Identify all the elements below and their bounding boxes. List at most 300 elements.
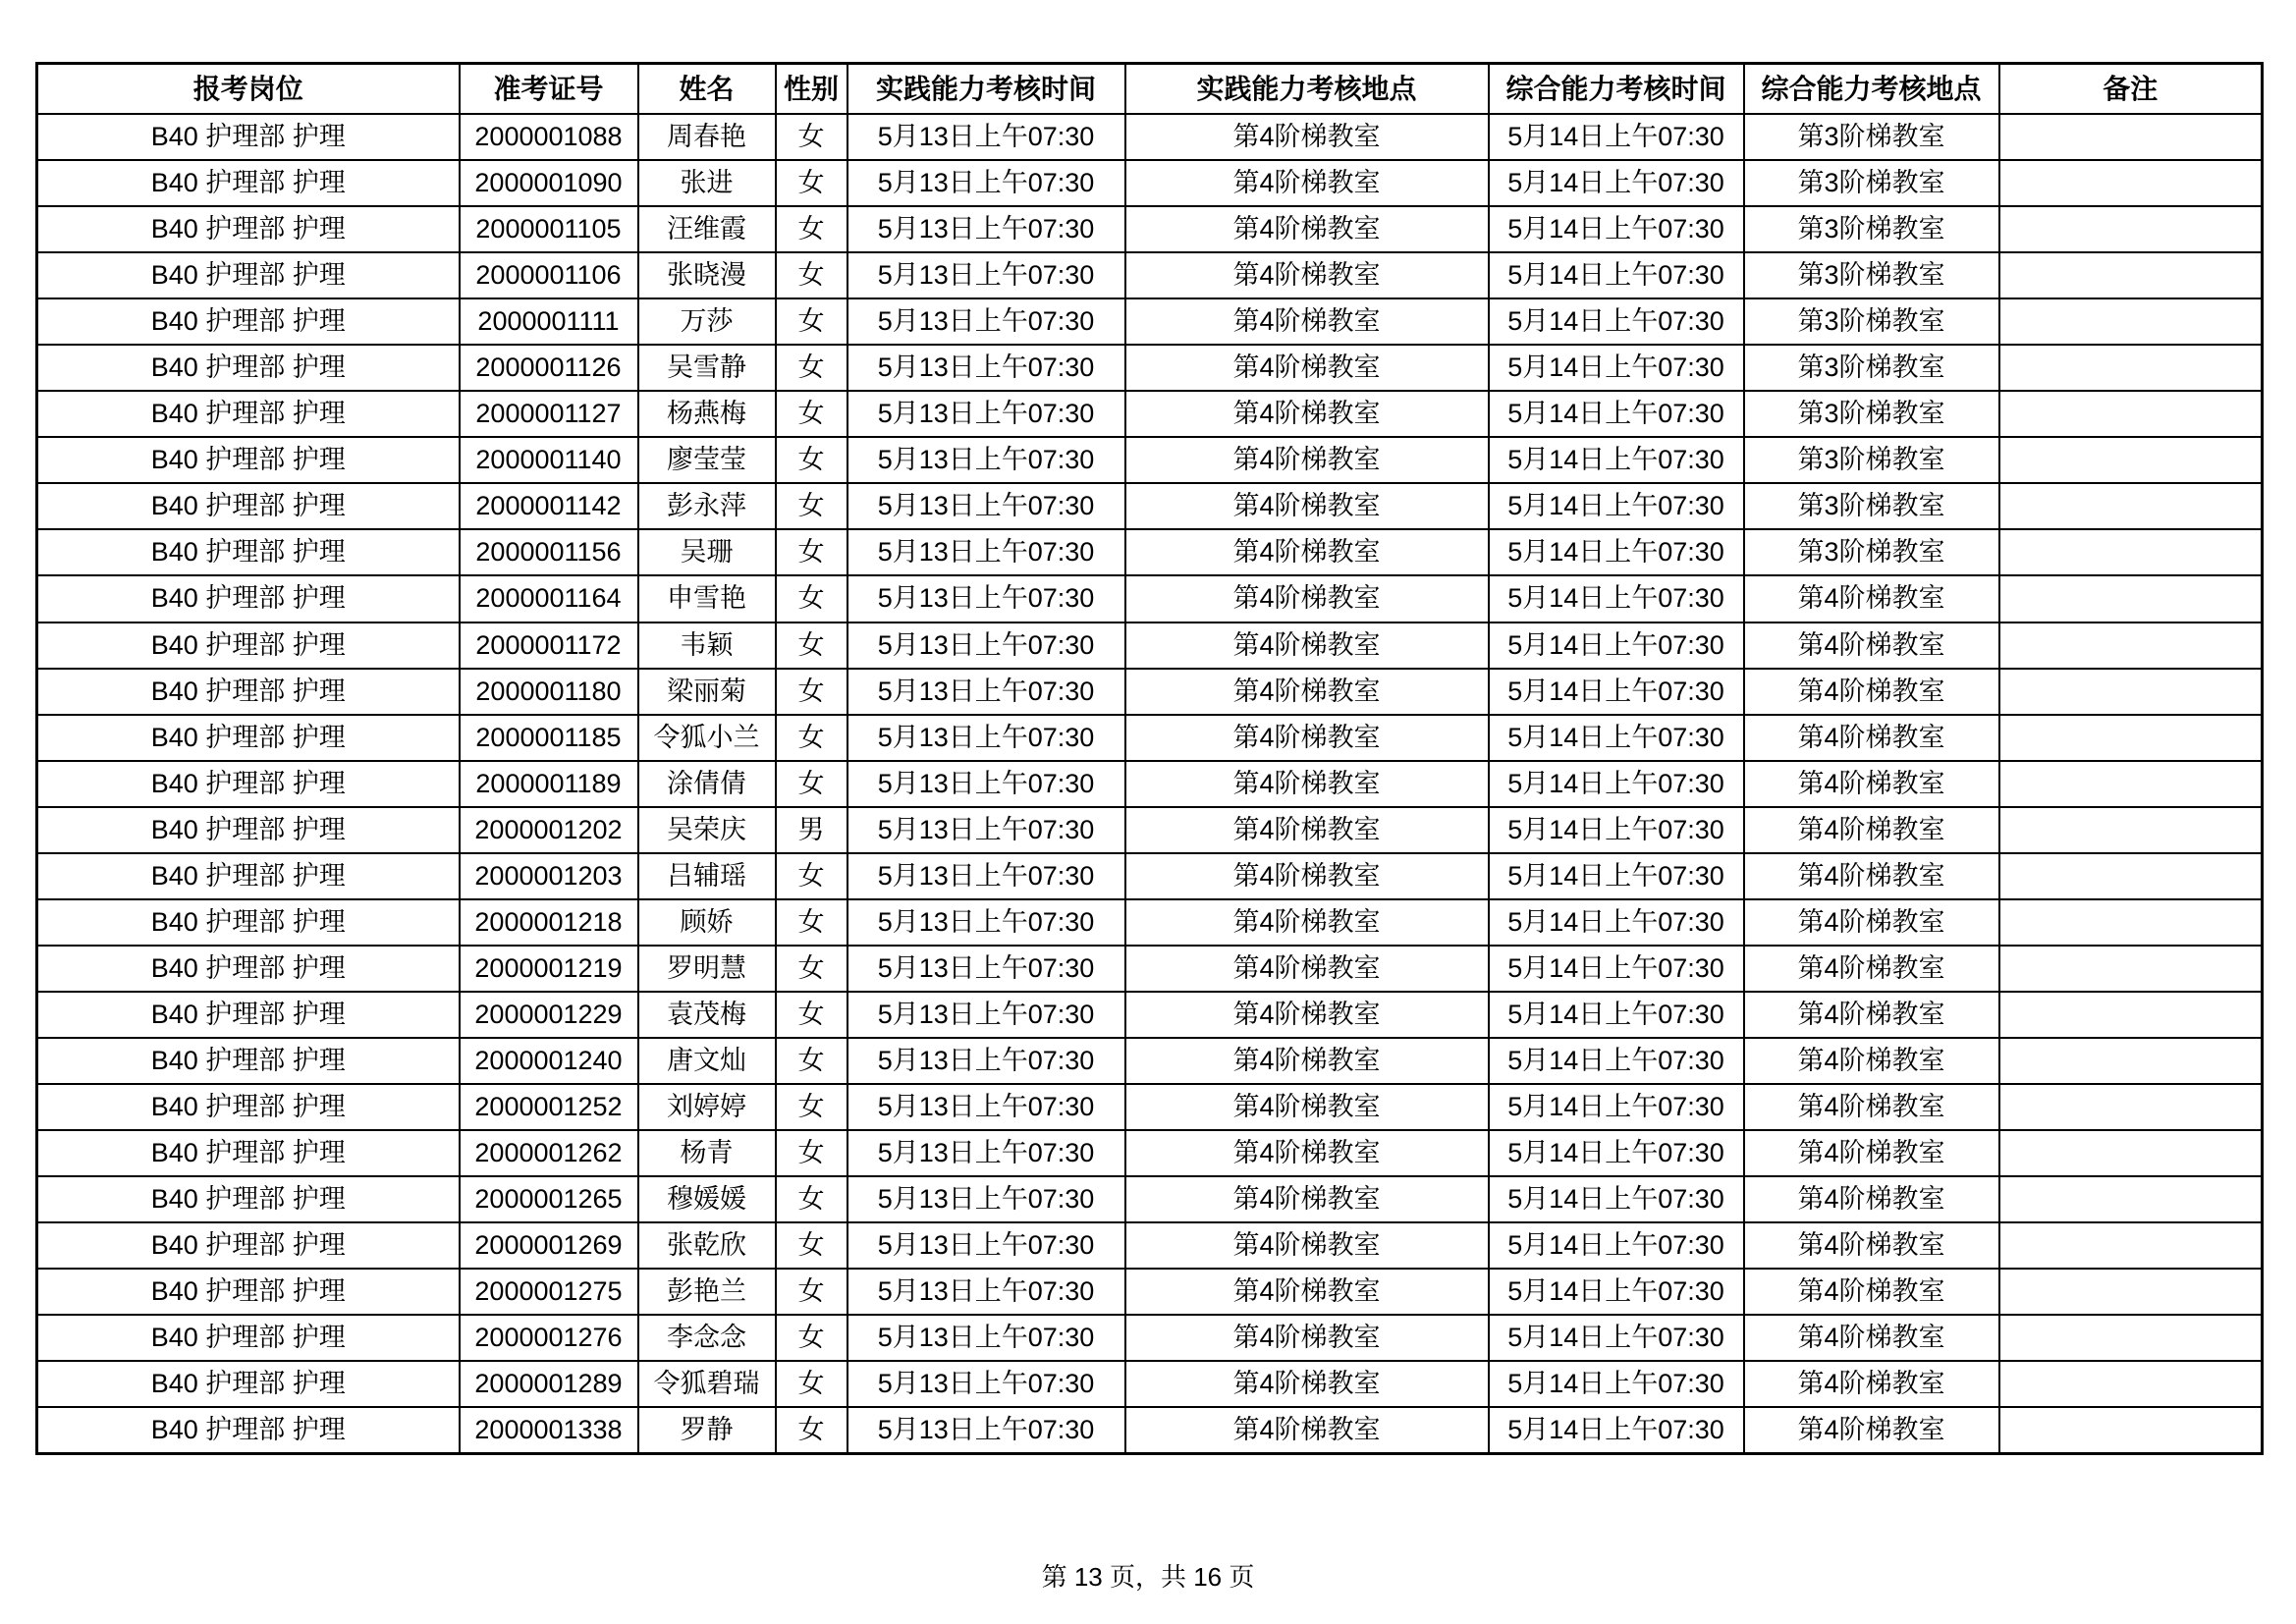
- cell-practice-location: 第4阶梯教室: [1125, 206, 1489, 252]
- cell-remarks: [1999, 1407, 2263, 1454]
- cell-practice-location: 第4阶梯教室: [1125, 715, 1489, 761]
- cell-comprehensive-time: 5月14日上午07:30: [1489, 715, 1744, 761]
- cell-practice-time: 5月13日上午07:30: [847, 899, 1125, 946]
- cell-comprehensive-time: 5月14日上午07:30: [1489, 1176, 1744, 1222]
- cell-comprehensive-location: 第4阶梯教室: [1744, 807, 1999, 853]
- cell-name: 李念念: [638, 1315, 776, 1361]
- cell-practice-time: 5月13日上午07:30: [847, 715, 1125, 761]
- cell-name: 杨青: [638, 1130, 776, 1176]
- header-practice-location: 实践能力考核地点: [1125, 64, 1489, 115]
- cell-name: 罗静: [638, 1407, 776, 1454]
- cell-name: 吴珊: [638, 529, 776, 575]
- table-row: [37, 761, 2263, 807]
- cell-practice-location: 第4阶梯教室: [1125, 1084, 1489, 1130]
- cell-position: B40 护理部 护理: [37, 1130, 460, 1176]
- table-row: [37, 529, 2263, 575]
- cell-name: 罗明慧: [638, 946, 776, 992]
- table-row: [37, 623, 2263, 669]
- cell-comprehensive-location: 第4阶梯教室: [1744, 761, 1999, 807]
- cell-position: B40 护理部 护理: [37, 1176, 460, 1222]
- cell-remarks: [1999, 483, 2263, 529]
- cell-remarks: [1999, 1361, 2263, 1407]
- cell-practice-location: 第4阶梯教室: [1125, 391, 1489, 437]
- cell-remarks: [1999, 160, 2263, 206]
- cell-comprehensive-location: 第3阶梯教室: [1744, 298, 1999, 345]
- cell-admission-number: 2000001090: [460, 160, 638, 206]
- table-row: [37, 160, 2263, 206]
- cell-name: 唐文灿: [638, 1038, 776, 1084]
- cell-position: B40 护理部 护理: [37, 899, 460, 946]
- cell-position: B40 护理部 护理: [37, 623, 460, 669]
- cell-position: B40 护理部 护理: [37, 1084, 460, 1130]
- cell-remarks: [1999, 1084, 2263, 1130]
- cell-admission-number: 2000001106: [460, 252, 638, 298]
- cell-position: B40 护理部 护理: [37, 252, 460, 298]
- cell-position: B40 护理部 护理: [37, 1361, 460, 1407]
- table-row: [37, 807, 2263, 853]
- cell-practice-location: 第4阶梯教室: [1125, 853, 1489, 899]
- cell-gender: 女: [776, 853, 847, 899]
- cell-comprehensive-location: 第4阶梯教室: [1744, 1176, 1999, 1222]
- cell-practice-time: 5月13日上午07:30: [847, 298, 1125, 345]
- exam-schedule-table: [35, 62, 2264, 1455]
- cell-admission-number: 2000001262: [460, 1130, 638, 1176]
- cell-name: 袁茂梅: [638, 992, 776, 1038]
- cell-comprehensive-time: 5月14日上午07:30: [1489, 761, 1744, 807]
- cell-gender: 女: [776, 483, 847, 529]
- cell-comprehensive-time: 5月14日上午07:30: [1489, 483, 1744, 529]
- cell-admission-number: 2000001088: [460, 114, 638, 160]
- cell-admission-number: 2000001172: [460, 623, 638, 669]
- cell-practice-time: 5月13日上午07:30: [847, 529, 1125, 575]
- cell-comprehensive-location: 第4阶梯教室: [1744, 853, 1999, 899]
- cell-remarks: [1999, 807, 2263, 853]
- cell-name: 吴荣庆: [638, 807, 776, 853]
- cell-practice-time: 5月13日上午07:30: [847, 807, 1125, 853]
- table-row: [37, 992, 2263, 1038]
- header-admission-number: 准考证号: [460, 64, 638, 115]
- header-practice-time: 实践能力考核时间: [847, 64, 1125, 115]
- header-comprehensive-time: 综合能力考核时间: [1489, 64, 1744, 115]
- cell-position: B40 护理部 护理: [37, 206, 460, 252]
- cell-remarks: [1999, 1315, 2263, 1361]
- cell-comprehensive-location: 第4阶梯教室: [1744, 1084, 1999, 1130]
- cell-position: B40 护理部 护理: [37, 761, 460, 807]
- table-header: [37, 64, 2263, 115]
- cell-position: B40 护理部 护理: [37, 669, 460, 715]
- cell-comprehensive-time: 5月14日上午07:30: [1489, 206, 1744, 252]
- table-row: [37, 1130, 2263, 1176]
- cell-name: 申雪艳: [638, 575, 776, 622]
- cell-practice-location: 第4阶梯教室: [1125, 1269, 1489, 1315]
- cell-practice-time: 5月13日上午07:30: [847, 853, 1125, 899]
- cell-practice-time: 5月13日上午07:30: [847, 1176, 1125, 1222]
- cell-practice-time: 5月13日上午07:30: [847, 946, 1125, 992]
- cell-position: B40 护理部 护理: [37, 437, 460, 483]
- cell-remarks: [1999, 1176, 2263, 1222]
- table-row: [37, 437, 2263, 483]
- cell-comprehensive-location: 第3阶梯教室: [1744, 345, 1999, 391]
- cell-practice-location: 第4阶梯教室: [1125, 1407, 1489, 1454]
- cell-admission-number: 2000001275: [460, 1269, 638, 1315]
- cell-admission-number: 2000001142: [460, 483, 638, 529]
- cell-practice-time: 5月13日上午07:30: [847, 1038, 1125, 1084]
- cell-practice-time: 5月13日上午07:30: [847, 1130, 1125, 1176]
- cell-comprehensive-time: 5月14日上午07:30: [1489, 160, 1744, 206]
- cell-name: 张进: [638, 160, 776, 206]
- cell-name: 吴雪静: [638, 345, 776, 391]
- table-row: [37, 1084, 2263, 1130]
- cell-gender: 女: [776, 1038, 847, 1084]
- cell-comprehensive-location: 第4阶梯教室: [1744, 946, 1999, 992]
- cell-position: B40 护理部 护理: [37, 1269, 460, 1315]
- cell-comprehensive-time: 5月14日上午07:30: [1489, 529, 1744, 575]
- cell-admission-number: 2000001185: [460, 715, 638, 761]
- table-row: [37, 206, 2263, 252]
- cell-comprehensive-location: 第3阶梯教室: [1744, 160, 1999, 206]
- table-row: [37, 946, 2263, 992]
- cell-comprehensive-time: 5月14日上午07:30: [1489, 252, 1744, 298]
- cell-name: 梁丽菊: [638, 669, 776, 715]
- cell-admission-number: 2000001111: [460, 298, 638, 345]
- cell-remarks: [1999, 1130, 2263, 1176]
- header-name: 姓名: [638, 64, 776, 115]
- cell-practice-location: 第4阶梯教室: [1125, 437, 1489, 483]
- cell-practice-time: 5月13日上午07:30: [847, 160, 1125, 206]
- cell-practice-location: 第4阶梯教室: [1125, 1315, 1489, 1361]
- cell-gender: 女: [776, 1315, 847, 1361]
- cell-admission-number: 2000001338: [460, 1407, 638, 1454]
- cell-admission-number: 2000001218: [460, 899, 638, 946]
- table-row: [37, 345, 2263, 391]
- cell-comprehensive-location: 第4阶梯教室: [1744, 1269, 1999, 1315]
- cell-comprehensive-time: 5月14日上午07:30: [1489, 1407, 1744, 1454]
- cell-comprehensive-time: 5月14日上午07:30: [1489, 298, 1744, 345]
- table-row: [37, 1269, 2263, 1315]
- cell-gender: 男: [776, 807, 847, 853]
- table-row: [37, 483, 2263, 529]
- cell-practice-location: 第4阶梯教室: [1125, 160, 1489, 206]
- table-row: [37, 252, 2263, 298]
- cell-comprehensive-time: 5月14日上午07:30: [1489, 114, 1744, 160]
- cell-practice-location: 第4阶梯教室: [1125, 1130, 1489, 1176]
- cell-gender: 女: [776, 1084, 847, 1130]
- cell-admission-number: 2000001269: [460, 1222, 638, 1269]
- cell-comprehensive-time: 5月14日上午07:30: [1489, 946, 1744, 992]
- cell-gender: 女: [776, 1407, 847, 1454]
- table-row: [37, 1361, 2263, 1407]
- cell-comprehensive-location: 第3阶梯教室: [1744, 206, 1999, 252]
- cell-remarks: [1999, 575, 2263, 622]
- cell-practice-time: 5月13日上午07:30: [847, 575, 1125, 622]
- cell-practice-time: 5月13日上午07:30: [847, 391, 1125, 437]
- cell-admission-number: 2000001203: [460, 853, 638, 899]
- page-number-footer: 第 13 页，共 16 页: [1041, 1562, 1255, 1592]
- cell-name: 廖莹莹: [638, 437, 776, 483]
- cell-comprehensive-time: 5月14日上午07:30: [1489, 669, 1744, 715]
- cell-name: 张乾欣: [638, 1222, 776, 1269]
- cell-gender: 女: [776, 1130, 847, 1176]
- cell-gender: 女: [776, 206, 847, 252]
- cell-comprehensive-location: 第3阶梯教室: [1744, 391, 1999, 437]
- table-row: [37, 391, 2263, 437]
- cell-practice-location: 第4阶梯教室: [1125, 623, 1489, 669]
- cell-admission-number: 2000001240: [460, 1038, 638, 1084]
- table-row: [37, 1315, 2263, 1361]
- cell-name: 刘婷婷: [638, 1084, 776, 1130]
- cell-practice-time: 5月13日上午07:30: [847, 1269, 1125, 1315]
- cell-practice-time: 5月13日上午07:30: [847, 669, 1125, 715]
- cell-gender: 女: [776, 114, 847, 160]
- table-row: [37, 1407, 2263, 1454]
- cell-remarks: [1999, 715, 2263, 761]
- cell-position: B40 护理部 护理: [37, 529, 460, 575]
- cell-admission-number: 2000001219: [460, 946, 638, 992]
- cell-remarks: [1999, 391, 2263, 437]
- cell-name: 彭艳兰: [638, 1269, 776, 1315]
- cell-practice-time: 5月13日上午07:30: [847, 1222, 1125, 1269]
- cell-comprehensive-location: 第3阶梯教室: [1744, 529, 1999, 575]
- header-row: [37, 64, 2263, 115]
- cell-admission-number: 2000001164: [460, 575, 638, 622]
- cell-name: 万莎: [638, 298, 776, 345]
- cell-comprehensive-time: 5月14日上午07:30: [1489, 437, 1744, 483]
- cell-gender: 女: [776, 761, 847, 807]
- cell-position: B40 护理部 护理: [37, 946, 460, 992]
- cell-remarks: [1999, 1222, 2263, 1269]
- cell-remarks: [1999, 669, 2263, 715]
- cell-position: B40 护理部 护理: [37, 114, 460, 160]
- cell-admission-number: 2000001105: [460, 206, 638, 252]
- cell-name: 穆媛媛: [638, 1176, 776, 1222]
- cell-comprehensive-time: 5月14日上午07:30: [1489, 807, 1744, 853]
- cell-comprehensive-location: 第3阶梯教室: [1744, 437, 1999, 483]
- table-body: [37, 114, 2263, 1454]
- cell-comprehensive-time: 5月14日上午07:30: [1489, 1130, 1744, 1176]
- header-gender: 性别: [776, 64, 847, 115]
- cell-comprehensive-time: 5月14日上午07:30: [1489, 623, 1744, 669]
- cell-position: B40 护理部 护理: [37, 853, 460, 899]
- cell-comprehensive-time: 5月14日上午07:30: [1489, 1038, 1744, 1084]
- cell-practice-time: 5月13日上午07:30: [847, 1361, 1125, 1407]
- cell-comprehensive-location: 第4阶梯教室: [1744, 575, 1999, 622]
- cell-practice-location: 第4阶梯教室: [1125, 899, 1489, 946]
- cell-position: B40 护理部 护理: [37, 483, 460, 529]
- cell-position: B40 护理部 护理: [37, 160, 460, 206]
- table-row: [37, 899, 2263, 946]
- cell-gender: 女: [776, 252, 847, 298]
- cell-remarks: [1999, 1038, 2263, 1084]
- cell-remarks: [1999, 761, 2263, 807]
- cell-gender: 女: [776, 1222, 847, 1269]
- cell-gender: 女: [776, 1361, 847, 1407]
- cell-admission-number: 2000001126: [460, 345, 638, 391]
- cell-practice-location: 第4阶梯教室: [1125, 761, 1489, 807]
- cell-name: 彭永萍: [638, 483, 776, 529]
- cell-admission-number: 2000001265: [460, 1176, 638, 1222]
- cell-practice-location: 第4阶梯教室: [1125, 252, 1489, 298]
- cell-practice-time: 5月13日上午07:30: [847, 252, 1125, 298]
- cell-gender: 女: [776, 1269, 847, 1315]
- cell-admission-number: 2000001127: [460, 391, 638, 437]
- cell-comprehensive-time: 5月14日上午07:30: [1489, 1269, 1744, 1315]
- cell-remarks: [1999, 853, 2263, 899]
- cell-comprehensive-time: 5月14日上午07:30: [1489, 575, 1744, 622]
- cell-comprehensive-time: 5月14日上午07:30: [1489, 1222, 1744, 1269]
- cell-practice-location: 第4阶梯教室: [1125, 669, 1489, 715]
- cell-position: B40 护理部 护理: [37, 1222, 460, 1269]
- table-row: [37, 575, 2263, 622]
- table-row: [37, 1222, 2263, 1269]
- cell-gender: 女: [776, 992, 847, 1038]
- cell-practice-location: 第4阶梯教室: [1125, 1222, 1489, 1269]
- cell-comprehensive-time: 5月14日上午07:30: [1489, 391, 1744, 437]
- cell-remarks: [1999, 114, 2263, 160]
- cell-comprehensive-time: 5月14日上午07:30: [1489, 992, 1744, 1038]
- cell-comprehensive-time: 5月14日上午07:30: [1489, 345, 1744, 391]
- cell-position: B40 护理部 护理: [37, 1407, 460, 1454]
- cell-practice-time: 5月13日上午07:30: [847, 1084, 1125, 1130]
- cell-comprehensive-location: 第4阶梯教室: [1744, 899, 1999, 946]
- cell-gender: 女: [776, 623, 847, 669]
- cell-comprehensive-time: 5月14日上午07:30: [1489, 1084, 1744, 1130]
- cell-practice-location: 第4阶梯教室: [1125, 483, 1489, 529]
- cell-practice-location: 第4阶梯教室: [1125, 1361, 1489, 1407]
- cell-practice-location: 第4阶梯教室: [1125, 946, 1489, 992]
- cell-admission-number: 2000001252: [460, 1084, 638, 1130]
- cell-comprehensive-location: 第4阶梯教室: [1744, 715, 1999, 761]
- cell-gender: 女: [776, 1176, 847, 1222]
- cell-position: B40 护理部 护理: [37, 715, 460, 761]
- cell-comprehensive-location: 第3阶梯教室: [1744, 114, 1999, 160]
- cell-gender: 女: [776, 669, 847, 715]
- cell-practice-time: 5月13日上午07:30: [847, 437, 1125, 483]
- cell-remarks: [1999, 252, 2263, 298]
- cell-name: 顾娇: [638, 899, 776, 946]
- cell-remarks: [1999, 992, 2263, 1038]
- cell-admission-number: 2000001189: [460, 761, 638, 807]
- cell-position: B40 护理部 护理: [37, 391, 460, 437]
- cell-practice-time: 5月13日上午07:30: [847, 623, 1125, 669]
- cell-name: 张晓漫: [638, 252, 776, 298]
- cell-name: 令狐小兰: [638, 715, 776, 761]
- cell-admission-number: 2000001156: [460, 529, 638, 575]
- cell-admission-number: 2000001289: [460, 1361, 638, 1407]
- cell-gender: 女: [776, 437, 847, 483]
- cell-comprehensive-location: 第4阶梯教室: [1744, 1222, 1999, 1269]
- cell-admission-number: 2000001276: [460, 1315, 638, 1361]
- cell-name: 汪维霞: [638, 206, 776, 252]
- cell-admission-number: 2000001229: [460, 992, 638, 1038]
- cell-gender: 女: [776, 715, 847, 761]
- cell-practice-location: 第4阶梯教室: [1125, 114, 1489, 160]
- cell-name: 韦颖: [638, 623, 776, 669]
- cell-comprehensive-location: 第3阶梯教室: [1744, 252, 1999, 298]
- cell-comprehensive-location: 第4阶梯教室: [1744, 623, 1999, 669]
- cell-name: 周春艳: [638, 114, 776, 160]
- cell-comprehensive-time: 5月14日上午07:30: [1489, 899, 1744, 946]
- cell-remarks: [1999, 206, 2263, 252]
- cell-practice-time: 5月13日上午07:30: [847, 483, 1125, 529]
- cell-remarks: [1999, 623, 2263, 669]
- cell-practice-location: 第4阶梯教室: [1125, 1176, 1489, 1222]
- cell-comprehensive-location: 第4阶梯教室: [1744, 992, 1999, 1038]
- cell-remarks: [1999, 529, 2263, 575]
- cell-comprehensive-time: 5月14日上午07:30: [1489, 1361, 1744, 1407]
- cell-remarks: [1999, 899, 2263, 946]
- cell-practice-location: 第4阶梯教室: [1125, 1038, 1489, 1084]
- cell-practice-location: 第4阶梯教室: [1125, 575, 1489, 622]
- cell-comprehensive-location: 第4阶梯教室: [1744, 1407, 1999, 1454]
- cell-name: 杨燕梅: [638, 391, 776, 437]
- cell-practice-location: 第4阶梯教室: [1125, 345, 1489, 391]
- cell-position: B40 护理部 护理: [37, 1038, 460, 1084]
- cell-name: 令狐碧瑞: [638, 1361, 776, 1407]
- cell-practice-time: 5月13日上午07:30: [847, 206, 1125, 252]
- header-remarks: 备注: [1999, 64, 2263, 115]
- cell-practice-location: 第4阶梯教室: [1125, 298, 1489, 345]
- cell-gender: 女: [776, 160, 847, 206]
- header-comprehensive-location: 综合能力考核地点: [1744, 64, 1999, 115]
- cell-remarks: [1999, 298, 2263, 345]
- cell-practice-time: 5月13日上午07:30: [847, 114, 1125, 160]
- cell-practice-location: 第4阶梯教室: [1125, 992, 1489, 1038]
- cell-position: B40 护理部 护理: [37, 1315, 460, 1361]
- cell-admission-number: 2000001202: [460, 807, 638, 853]
- table-row: [37, 1038, 2263, 1084]
- cell-remarks: [1999, 1269, 2263, 1315]
- cell-comprehensive-location: 第3阶梯教室: [1744, 483, 1999, 529]
- cell-gender: 女: [776, 575, 847, 622]
- cell-comprehensive-location: 第4阶梯教室: [1744, 1130, 1999, 1176]
- table-row: [37, 298, 2263, 345]
- cell-practice-time: 5月13日上午07:30: [847, 1315, 1125, 1361]
- cell-name: 涂倩倩: [638, 761, 776, 807]
- cell-practice-time: 5月13日上午07:30: [847, 992, 1125, 1038]
- cell-gender: 女: [776, 529, 847, 575]
- cell-remarks: [1999, 437, 2263, 483]
- cell-comprehensive-location: 第4阶梯教室: [1744, 1038, 1999, 1084]
- cell-gender: 女: [776, 391, 847, 437]
- cell-position: B40 护理部 护理: [37, 807, 460, 853]
- cell-comprehensive-time: 5月14日上午07:30: [1489, 1315, 1744, 1361]
- table-row: [37, 1176, 2263, 1222]
- cell-admission-number: 2000001180: [460, 669, 638, 715]
- cell-position: B40 护理部 护理: [37, 992, 460, 1038]
- cell-gender: 女: [776, 899, 847, 946]
- header-position: 报考岗位: [37, 64, 460, 115]
- table-row: [37, 114, 2263, 160]
- cell-position: B40 护理部 护理: [37, 575, 460, 622]
- cell-comprehensive-time: 5月14日上午07:30: [1489, 853, 1744, 899]
- cell-admission-number: 2000001140: [460, 437, 638, 483]
- table-row: [37, 669, 2263, 715]
- cell-practice-time: 5月13日上午07:30: [847, 345, 1125, 391]
- cell-gender: 女: [776, 946, 847, 992]
- cell-practice-time: 5月13日上午07:30: [847, 1407, 1125, 1454]
- cell-remarks: [1999, 946, 2263, 992]
- cell-name: 吕辅瑶: [638, 853, 776, 899]
- table-row: [37, 715, 2263, 761]
- cell-practice-time: 5月13日上午07:30: [847, 761, 1125, 807]
- cell-comprehensive-location: 第4阶梯教室: [1744, 1361, 1999, 1407]
- cell-position: B40 护理部 护理: [37, 345, 460, 391]
- cell-practice-location: 第4阶梯教室: [1125, 529, 1489, 575]
- cell-gender: 女: [776, 298, 847, 345]
- table-row: [37, 853, 2263, 899]
- cell-practice-location: 第4阶梯教室: [1125, 807, 1489, 853]
- cell-gender: 女: [776, 345, 847, 391]
